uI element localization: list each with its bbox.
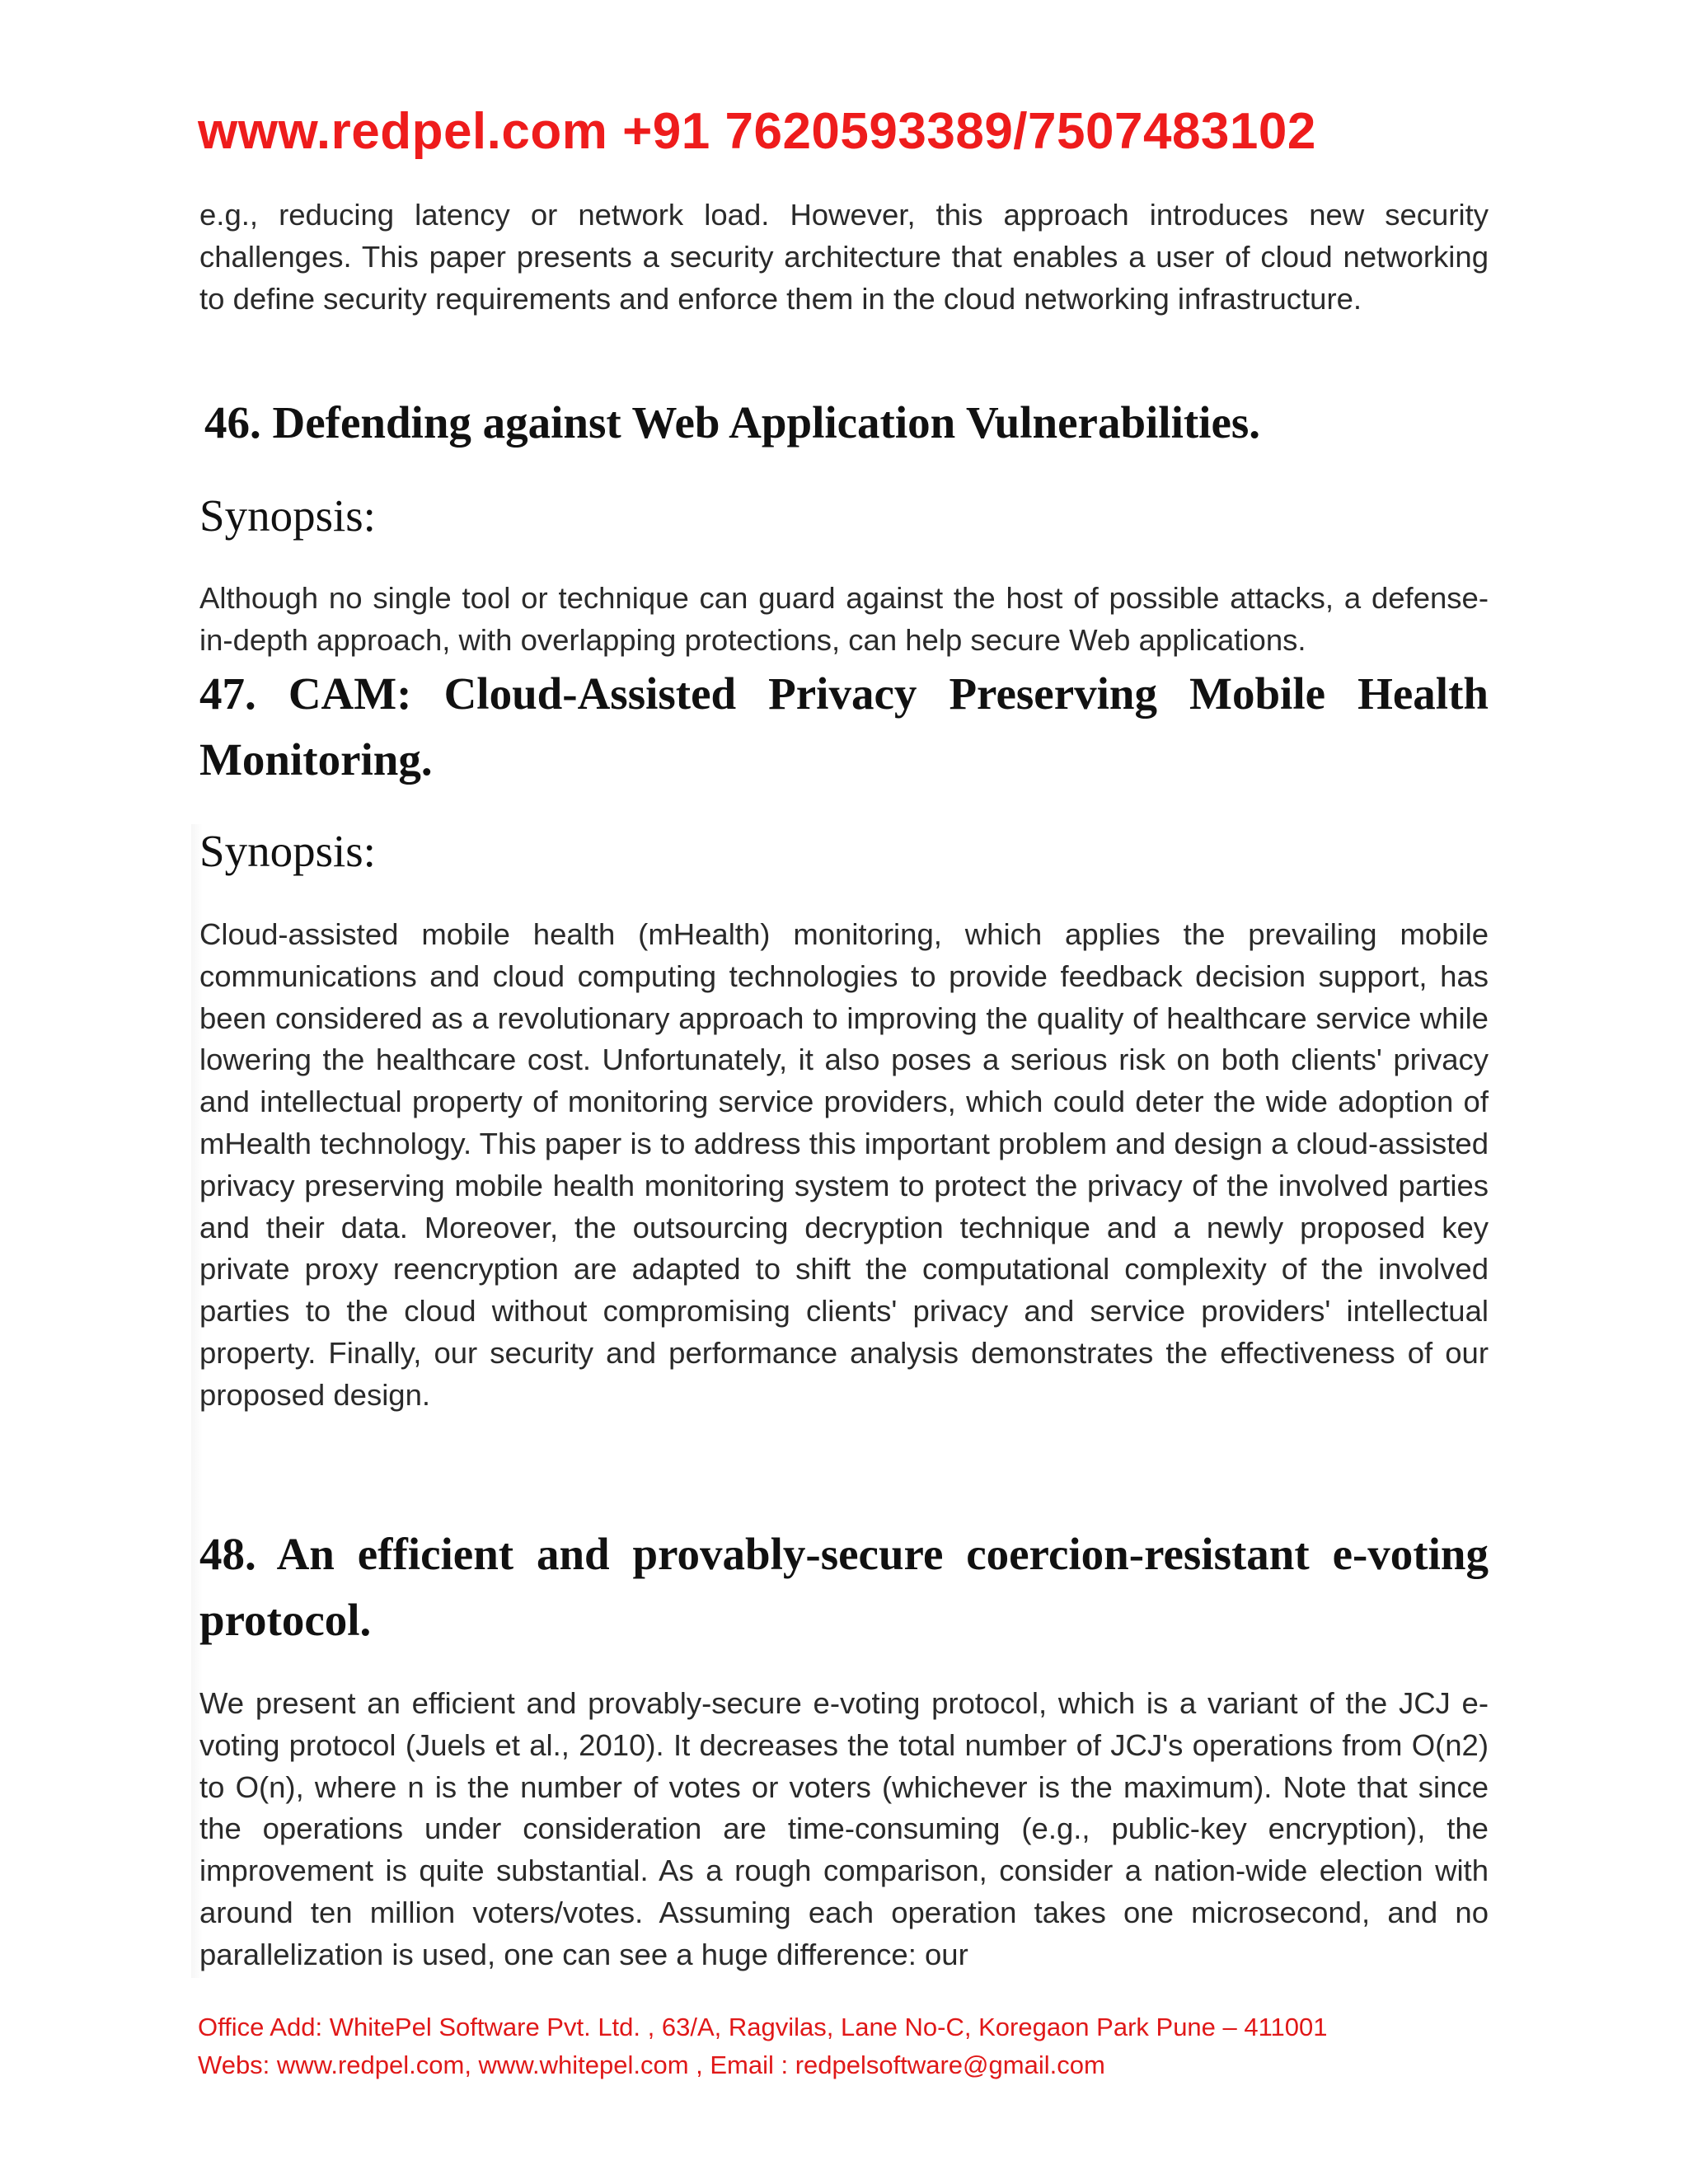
section-47-body: Cloud-assisted mobile health (mHealth) monitoring, which applies the prevailing mobile communications and cloud computing technologies to provide feedback decision support, has been considered as a revolutionary approach to improving the quality of healthcare service while lowering the healthcare cost. Unfortunately, it also poses a serious risk on both clients' privacy and intellectual property of monitoring service providers, which could deter the wide adoption of mHealth technology. This paper is to address this important problem and design a cloud-assisted privacy preserving mobile health monitoring system to protect the privacy of the involved parties and their data. Moreover, the outsourcing decryption technique and a newly proposed key private proxy reencryption are adapted to shift the computational complexity of the involved parties to the cloud without compromising clients' privacy and service providers' intellectual property. Finally, our security and performance analysis demonstrates the effectiveness of our proposed design. xyxy=(199,917,1489,1412)
section-46-title: 46. Defending against Web Application Vulnerabilities. xyxy=(204,397,1261,448)
section-47-title: 47. CAM: Cloud-Assisted Privacy Preserving Mobile Health Monitoring. xyxy=(199,668,1489,785)
footer-webs: Webs: www.redpel.com, www.whitepel.com , Email : redpelsoftware@gmail.com xyxy=(198,2050,1105,2079)
header-contact: www.redpel.com +91 7620593389/7507483102 xyxy=(198,103,1316,160)
section-48-body: We present an efficient and provably-secure e-voting protocol, which is a variant of the JCJ e-voting protocol (Juels et al., 2010). It decreases the total number of JCJ's operations from O(n2) to O(n), where n is the number of votes or voters (whichever is the maximum). Note that since the operations under consideration are time-consuming (e.g., public-key encryption), the improvement is quite substantial. As a rough comparison, consider a nation-wide election with around ten million voters/votes. Assuming each operation takes one microsecond, and no parallelization is used, one can see a huge difference: our xyxy=(199,1686,1489,1971)
section-46-body: Although no single tool or technique can guard against the host of possible attacks, a defense-in-depth approach, with overlapping protections, can help secure Web applications. xyxy=(199,581,1489,657)
section-48-title: 48. An efficient and provably-secure coercion-resistant e-voting protocol. xyxy=(199,1529,1489,1645)
footer-address: Office Add: WhitePel Software Pvt. Ltd. , 63/A, Ragvilas, Lane No-C, Koregaon Park Pune – 411001 xyxy=(198,2013,1328,2041)
section-46-synopsis-label: Synopsis: xyxy=(199,490,376,541)
intro-tail-paragraph: e.g., reducing latency or network load. However, this approach introduces new security challenges. This paper presents a security architecture that enables a user of cloud networking to define security requirements and enforce them in the cloud networking infrastructure. xyxy=(199,198,1489,316)
section-47-synopsis-label: Synopsis: xyxy=(199,826,376,876)
